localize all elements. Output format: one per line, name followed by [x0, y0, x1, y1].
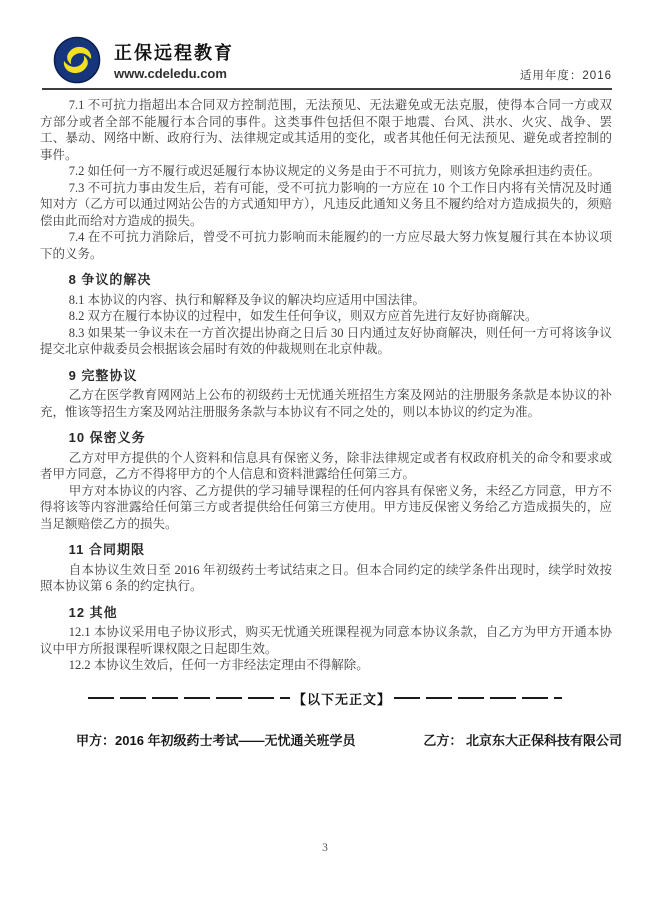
section-heading-contract-term: 11 合同期限: [68, 542, 145, 557]
clause-7-1: 7.1 不可抗力指超出本合同双方控制范围，无法预见、无法避免或无法克服，使得本合同一方或双方部分或者全部不能履行本合同的事件。这类事件包括但不限于地震、台风、洪水、火灾、战争、罢工、暴动、网络中断、政府行为、法律规定或其适用的变化，或者其他任何无法预见、避免或者控制的事件。: [40, 98, 612, 162]
page-header: [40, 36, 612, 84]
section-heading-misc: 12 其他: [68, 604, 118, 620]
clause-12-2: 12.2 本协议生效后，任何一方非经法定理由不得解除。: [68, 658, 369, 672]
section-heading-disputes: 8 争议的解决: [68, 272, 152, 287]
divider-dash-right: [394, 697, 562, 700]
divider-dash-left: [88, 697, 290, 700]
clause-7-4: 7.4 在不可抗力消除后，曾受不可抗力影响而未能履约的一方应尽最大努力恢复履行其在本协议项下的义务。: [40, 230, 612, 261]
brand-url: www.cdeledu.com: [114, 66, 227, 81]
page-number: 3: [322, 842, 328, 854]
clause-10-para-2: 甲方对本协议的内容、乙方提供的学习辅导课程的任何内容具有保密义务，未经乙方同意，甲方不得将该等内容泄露给任何第三方或者提供给任何第三方使用。甲方违反保密义务给乙方造成损失的，应当足额赔偿乙方的损失。: [40, 483, 612, 531]
applicable-year-label: 适用年度：2016: [519, 70, 612, 82]
clause-9-body: 乙方在医学教育网网站上公布的初级药士无忧通关班招生方案及网站的注册服务条款是本协议的补充，惟该等招生方案及网站注册服务条款与本协议有不同之处的，则以本协议的约定为准。: [40, 388, 612, 419]
signature-row: [40, 730, 622, 749]
clause-10-para-1: 乙方对甲方提供的个人资料和信息具有保密义务，除非法律规定或者有权政府机关的命令和要求或者甲方同意，乙方不得将甲方的个人信息和资料泄露给任何第三方。: [40, 450, 612, 481]
party-a-signature: 甲方：2016 年初级药士考试——无忧通关班学员: [76, 732, 356, 748]
contract-body: [40, 97, 612, 674]
section-heading-entire-agreement: 9 完整协议: [68, 367, 138, 383]
brand-name: 正保远程教育: [114, 43, 234, 63]
clause-7-3: 7.3 不可抗力事由发生后，若有可能，受不可抗力影响的一方应在 10 个工作日内将有关情况及时通知对方（乙方可以通过网站公告的方式通知甲方），凡违反此通知义务且不履约给对方造成损失的，须赔偿由此而给对方造成的损失。: [40, 180, 612, 228]
section-heading-confidentiality: 10 保密义务: [68, 430, 146, 445]
clause-8-3: 8.3 如果某一争议未在一方首次提出协商之日后 30 日内通过友好协商解决，则任何一方可将该争议提交北京仲裁委员会根据该会届时有效的仲裁规则在北京仲裁。: [40, 325, 612, 356]
brand-block: [40, 36, 234, 84]
clause-12-1: 12.1 本协议采用电子协议形式，购买无忧通关班课程视为同意本协议条款，自乙方为甲方开通本协议中甲方所报课程听课权限之日起即生效。: [40, 625, 612, 656]
header-divider: [42, 88, 612, 90]
clause-11-body: 自本协议生效日至 2016 年初级药士考试结束之日。但本合同约定的续学条件出现时，续学时效按照本协议第 6 条的约定执行。: [40, 562, 612, 593]
brand-text: [114, 39, 234, 81]
clause-8-2: 8.2 双方在履行本协议的过程中，如发生任何争议，则双方应首先进行友好协商解决。: [68, 309, 538, 323]
clause-8-1: 8.1 本协议的内容、执行和解释及争议的解决均应适用中国法律。: [68, 292, 426, 307]
cdeledu-logo-icon: [53, 36, 101, 84]
end-of-text-divider: [0, 689, 650, 708]
clause-7-2: 7.2 如任何一方不履行或迟延履行本协议规定的义务是由于不可抗力，则该方免除承担违约责任。: [68, 164, 601, 178]
end-of-text-label: 【以下无正文】: [292, 691, 391, 707]
party-b-signature: 乙方： 北京东大正保科技有限公司: [423, 732, 622, 748]
